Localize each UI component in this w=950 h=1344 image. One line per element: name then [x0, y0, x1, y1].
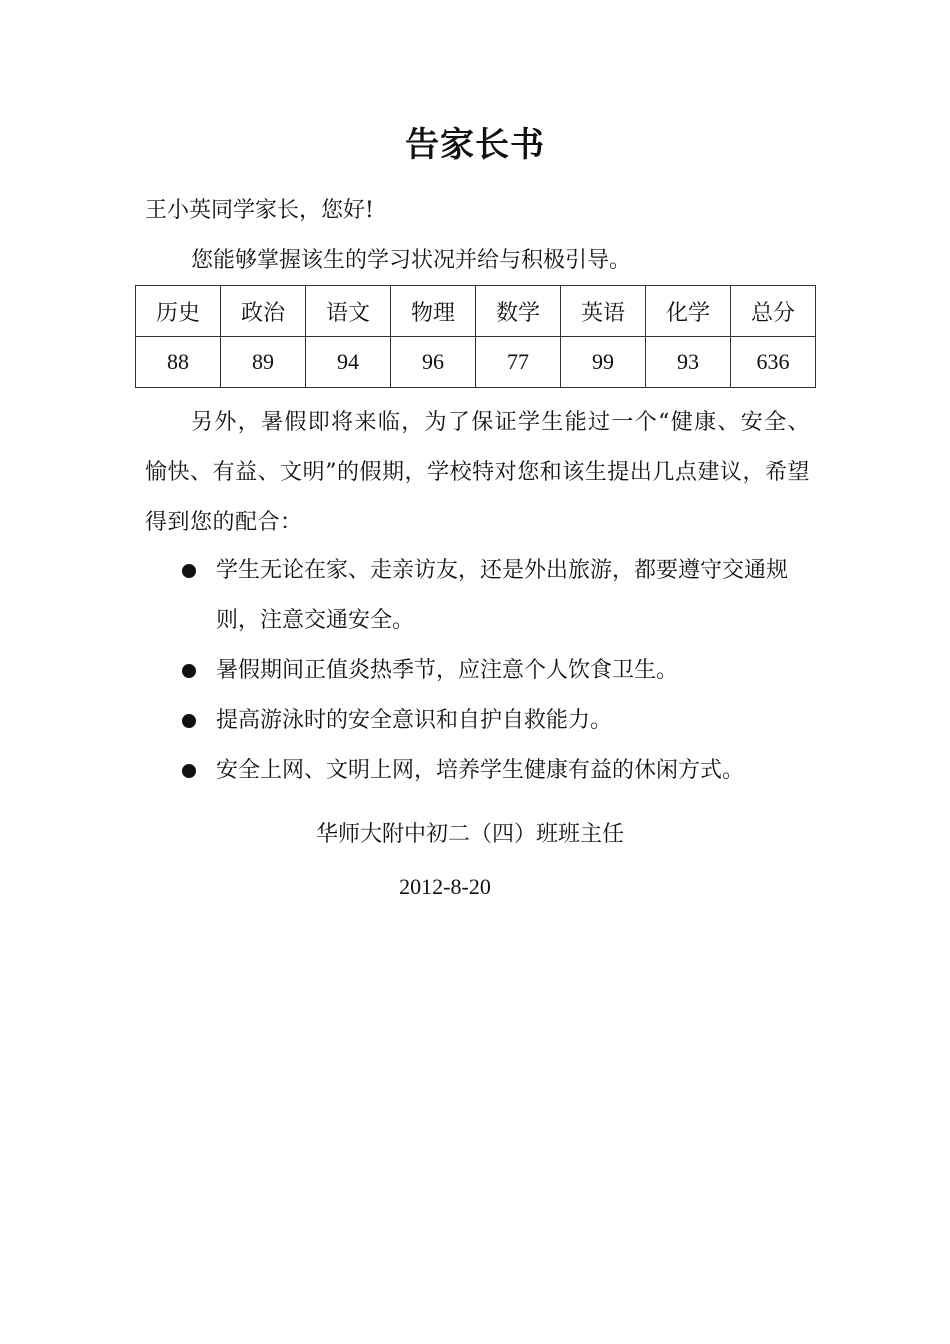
list-item	[180, 746, 820, 796]
list-item-text: 学生无论在家、走亲访友，还是外出旅游，都要遵守交通规则，注意交通安全。	[216, 558, 789, 633]
scores-table	[135, 285, 816, 388]
score-value-cell: 99	[561, 337, 646, 388]
signature-line: 华师大附中初二（四）班班主任	[315, 822, 624, 847]
score-value-cell: 96	[391, 337, 476, 388]
list-item-text: 提高游泳时的安全意识和自护自救能力。	[216, 708, 613, 733]
bullet-dot-icon	[182, 664, 196, 678]
score-value-cell: 636	[731, 337, 816, 388]
score-value-cell: 88	[136, 337, 221, 388]
score-value-cell: 94	[306, 337, 391, 388]
bullet-dot-icon	[182, 714, 196, 728]
list-item-text: 暑假期间正值炎热季节，应注意个人饮食卫生。	[216, 658, 679, 683]
score-header-cell: 化学	[646, 286, 731, 337]
score-header-cell: 语文	[306, 286, 391, 337]
greeting-line: 王小英同学家长，您好!	[145, 198, 374, 223]
score-value-cell: 93	[646, 337, 731, 388]
page-title: 告家长书	[405, 125, 545, 165]
score-value-cell: 89	[221, 337, 306, 388]
score-header-cell: 数学	[476, 286, 561, 337]
scores-header-row	[136, 286, 816, 337]
score-header-cell: 总分	[731, 286, 816, 337]
list-item	[180, 696, 820, 746]
list-item	[180, 546, 820, 646]
score-header-cell: 政治	[221, 286, 306, 337]
bullet-dot-icon	[182, 564, 196, 578]
suggestion-list	[180, 546, 820, 796]
bullet-dot-icon	[182, 764, 196, 778]
list-item	[180, 646, 820, 696]
score-header-cell: 历史	[136, 286, 221, 337]
list-item-text: 安全上网、文明上网，培养学生健康有益的休闲方式。	[216, 758, 745, 783]
score-header-cell: 物理	[391, 286, 476, 337]
scores-value-row	[136, 337, 816, 388]
score-header-cell: 英语	[561, 286, 646, 337]
score-value-cell: 77	[476, 337, 561, 388]
intro-line: 您能够掌握该生的学习状况并给与积极引导。	[191, 248, 632, 273]
date-line: 2012-8-20	[399, 874, 491, 899]
body-paragraph: 另外，暑假即将来临，为了保证学生能过一个“健康、安全、愉快、有益、文明”的假期，学校特对您和该生提出几点建议，希望得到您的配合：	[145, 410, 810, 535]
